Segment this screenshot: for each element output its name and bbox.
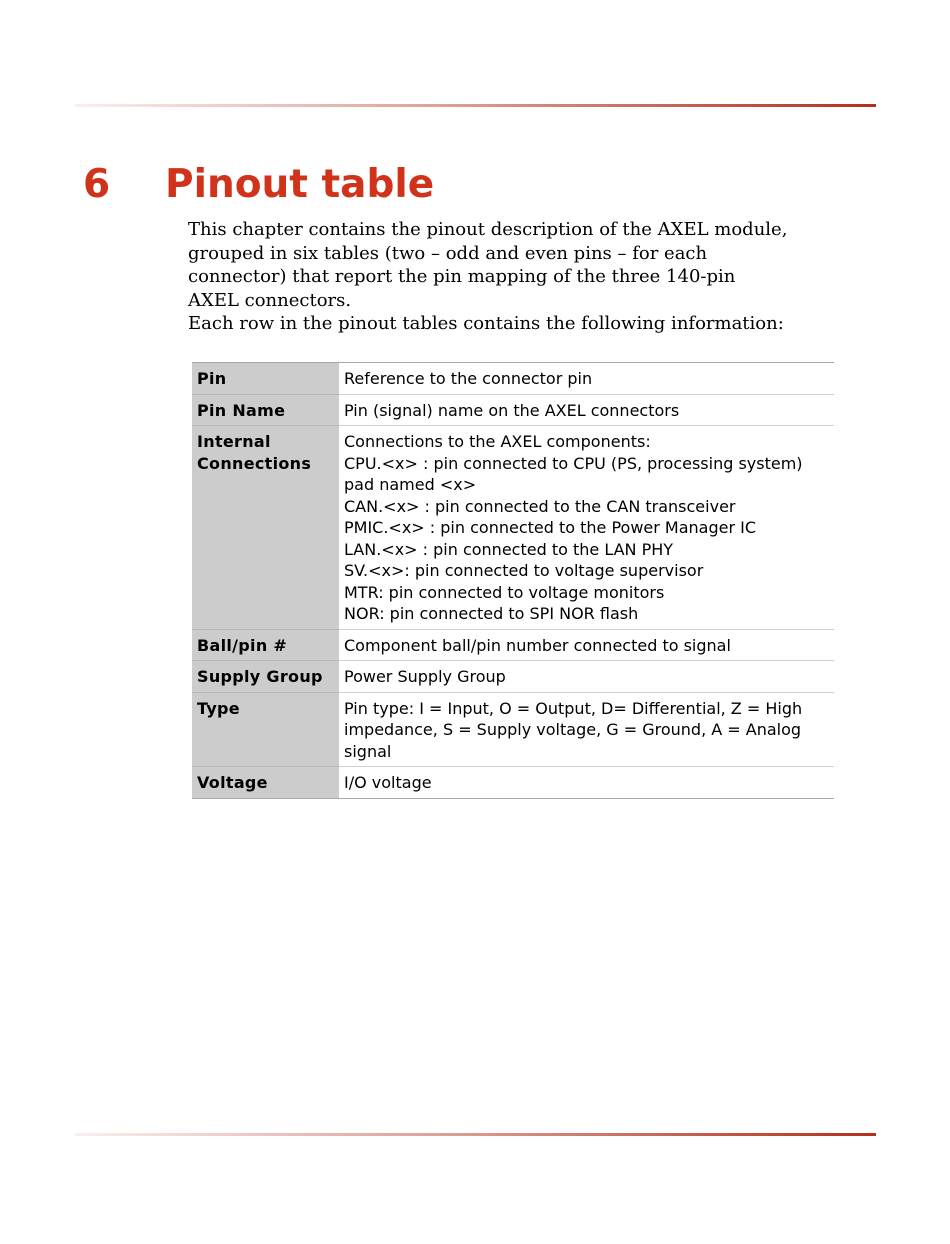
footer-rule [75,1133,876,1136]
field-name: Pin [192,363,339,395]
table-row [192,426,834,630]
field-name: Voltage [192,767,339,799]
field-name: Type [192,692,339,767]
intro-paragraph-2: Each row in the pinout tables contains the following information: [188,313,784,334]
field-description [339,426,834,630]
description-line: Pin type: I = Input, O = Output, D= Differential, Z = High impedance, S = Supply voltage, G = Ground, A = Analog signal [344,698,803,761]
field-description [339,692,834,767]
description-line: Component ball/pin number connected to signal [344,635,731,655]
description-line: SV.<x>: pin connected to voltage supervisor [344,561,704,580]
header-rule [75,104,876,107]
pinout-fields-table [192,362,834,799]
description-line: Connections to the AXEL components: [344,432,651,451]
field-description [339,767,834,799]
description-line: CAN.<x> : pin connected to the CAN transceiver [344,496,736,516]
description-line: PMIC.<x> : pin connected to the Power Manager IC [344,518,757,537]
field-name: Internal Connections [192,426,339,630]
description-line: I/O voltage [344,773,432,792]
field-description [339,394,834,426]
chapter-title: Pinout table [165,162,435,207]
field-name: Supply Group [192,661,339,693]
description-line: LAN.<x> : pin connected to the LAN PHY [344,539,674,559]
description-line: NOR: pin connected to SPI NOR flash [344,604,639,623]
field-description [339,629,834,661]
description-line: Reference to the connector pin [344,369,593,388]
table-row [192,692,834,767]
table-row [192,363,834,395]
description-line: CPU.<x> : pin connected to CPU (PS, processing system) pad named <x> [344,453,803,494]
description-line: Power Supply Group [344,667,506,686]
intro-text [188,218,788,336]
chapter-number: 6 [83,162,111,207]
field-description [339,661,834,693]
chapter-heading [83,160,434,210]
table-row [192,394,834,426]
description-line: Pin (signal) name on the AXEL connectors [344,400,680,420]
table-row [192,767,834,799]
field-name: Pin Name [192,394,339,426]
table-row [192,629,834,661]
intro-paragraph-1: This chapter contains the pinout description of the AXEL module, grouped in six tables (two – odd and even pins – for each connector) that report the pin mapping of the three 140-pin AXEL connectors. [188,219,788,311]
description-line: MTR: pin connected to voltage monitors [344,582,665,602]
table-row [192,661,834,693]
field-description [339,363,834,395]
field-name: Ball/pin # [192,629,339,661]
